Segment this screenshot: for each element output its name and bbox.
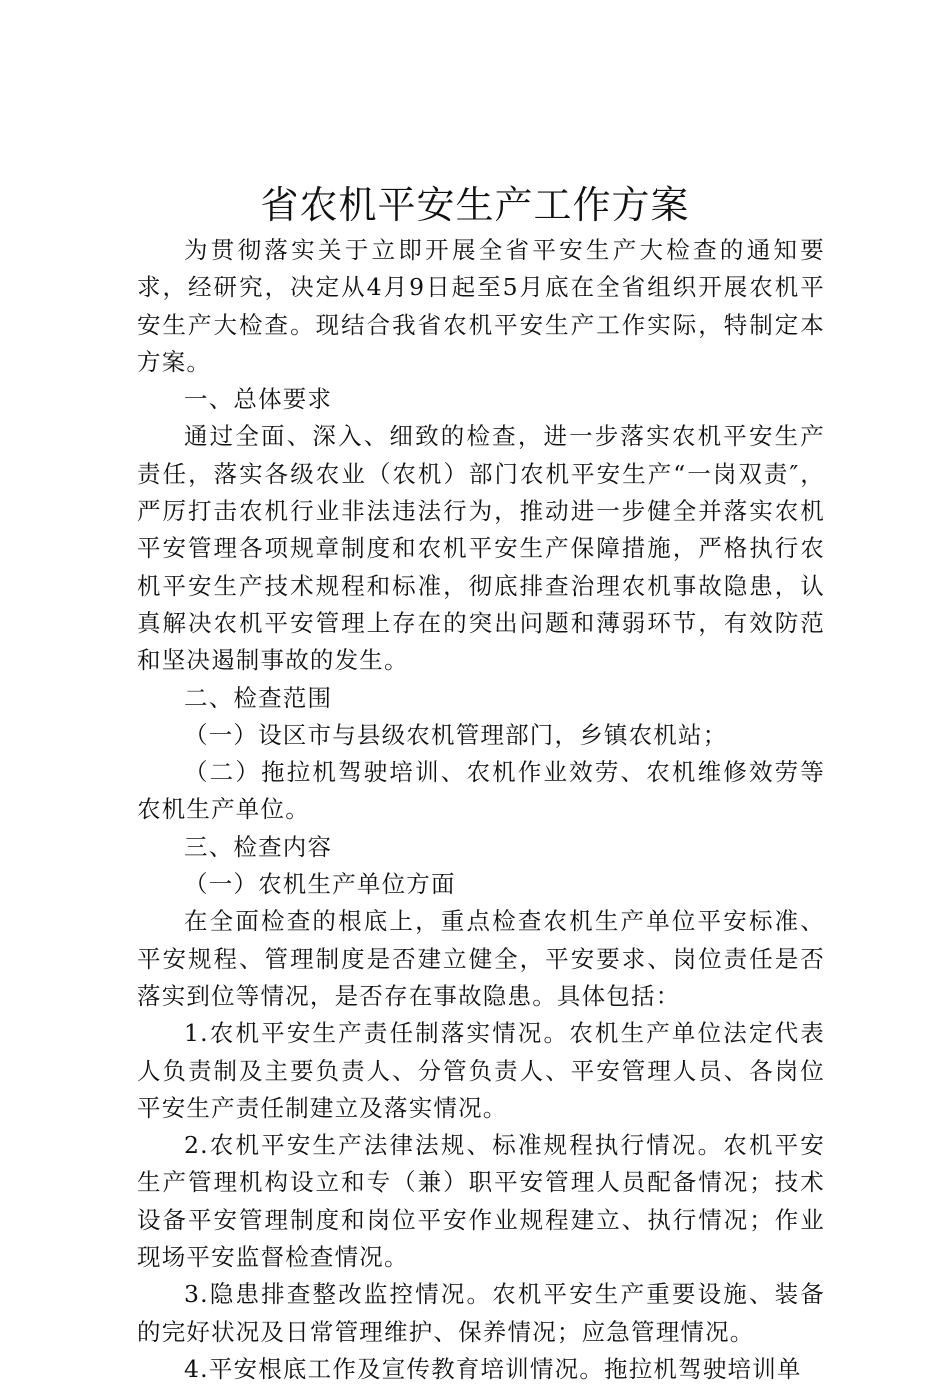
paragraph-scope-item-1: （一）设区市与县级农机管理部门，乡镇农机站； [184,720,728,749]
paragraph-item-3: 3.隐患排查整改监控情况。农机平安生产重要设施、装备的完好状况及日常管理维护、保养情况；应急管理情况。 [137,1280,825,1346]
heading-inspection-content: 三、检查内容 [184,832,333,861]
paragraph-scope-item-2: （二）拖拉机驾驶培训、农机作业效劳、农机维修效劳等农机生产单位。 [137,758,825,824]
paragraph-item-4: 4.平安根底工作及宣传教育培训情况。拖拉机驾驶培训单 [184,1354,802,1383]
paragraph-item-2: 2.农机平安生产法律法规、标准规程执行情况。农机平安生产管理机构设立和专（兼）职平安管理人员配备情况；技术设备平安管理制度和岗位平安作业规程建立、执行情况；作业现场平安监督检查情况。 [137,1131,825,1272]
paragraph-general-requirements: 通过全面、深入、细致的检查，进一步落实农机平安生产责任，落实各级农业（农机）部门农机平安生产“一岗双责″，严厉打击农机行业非法违法行为，推动进一步健全并落实农机平安管理各项规章制度和农机平安生产保障措施，严格执行农机平安生产技术规程和标准，彻底排查治理农机事故隐患，认真解决农机平安管理上存在的突出问题和薄弱环节，有效防范和坚决遏制事故的发生。 [137,422,825,675]
document-title: 省农机平安生产工作方案 [260,183,690,227]
paragraph-item-1: 1.农机平安生产责任制落实情况。农机生产单位法定代表人负责制及主要负责人、分管负责人、平安管理人员、各岗位平安生产责任制建立及落实情况。 [137,1019,825,1122]
heading-inspection-scope: 二、检查范围 [184,683,333,712]
paragraph-intro: 为贯彻落实关于立即开展全省平安生产大检查的通知要求，经研究，决定从4月9日起至5月底在全省组织开展农机平安生产大检查。现结合我省农机平安生产工作实际，特制定本方案。 [137,236,825,376]
heading-general-requirements: 一、总体要求 [184,385,333,414]
paragraph-production-units: 在全面检查的根底上，重点检查农机生产单位平安标准、平安规程、管理制度是否建立健全，平安要求、岗位责任是否落实到位等情况，是否存在事故隐患。具体包括： [137,907,825,1010]
document-body [137,232,825,1388]
subheading-production-units: （一）农机生产单位方面 [184,870,456,899]
